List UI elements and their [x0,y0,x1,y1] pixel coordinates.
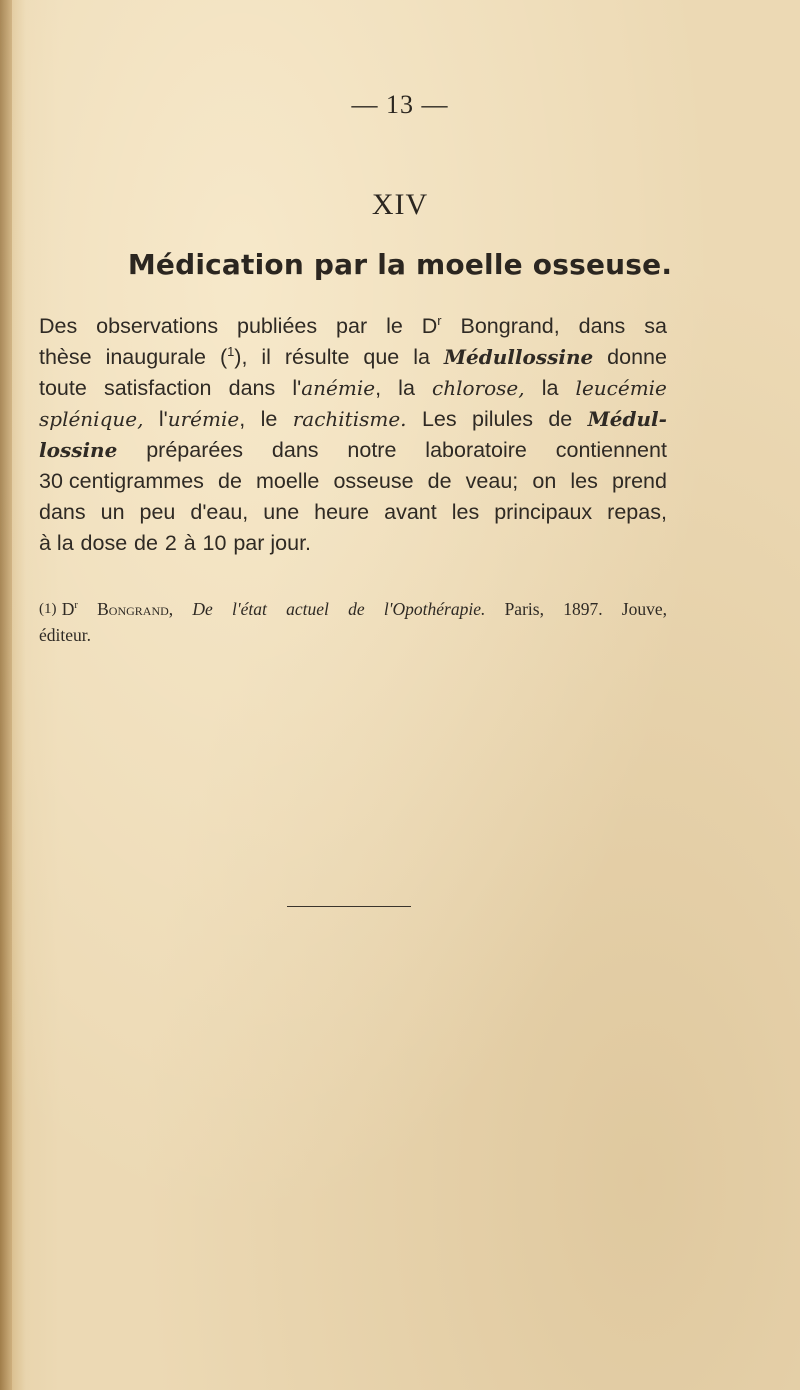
word-text: éditeur. [39,625,91,645]
chapter-title: Médication par la moelle osseuse. [127,248,673,281]
word [140,497,176,528]
word-text: D [421,314,438,338]
word-text: l'état [232,599,267,619]
word [165,528,177,559]
word-text: dans [228,376,276,400]
word-text: avant [384,500,437,524]
word [96,311,218,342]
italic-term: urémie [167,407,240,431]
word-text: publiées [237,314,318,338]
word-text: splénique, [39,407,144,431]
word [184,528,196,559]
word-text: le [386,314,403,338]
word [461,311,560,342]
word-text: inaugurale [105,345,206,369]
word [263,497,299,528]
word [384,497,437,528]
word [229,373,276,404]
word-text: les [570,469,598,493]
word-text: Bongrand, [97,599,174,619]
word-text: résulte [284,345,350,369]
word [159,404,245,435]
word [422,311,442,342]
word-text: dans [578,314,626,338]
word-text: dans [271,438,319,462]
word [292,373,381,404]
word [285,342,350,373]
word [466,466,519,497]
word [532,466,556,497]
page-number: — 13 — [351,90,449,119]
word [101,497,125,528]
word-text: notre [347,438,397,462]
word [413,342,430,373]
word-text: 2 [164,531,177,555]
word-text: que [363,345,400,369]
word [607,342,667,373]
word [422,404,457,435]
word [256,466,319,497]
text-line [39,435,667,466]
word-text: rachitisme. [292,407,407,431]
word [39,497,86,528]
word-text: 30 centigrammes [39,469,204,493]
word-text: Paris, [504,599,544,619]
word-text: la [413,345,430,369]
word [190,497,248,528]
word [146,435,243,466]
word-text: l' [292,376,302,400]
word-text: la [541,376,559,400]
word-text: contiennent [555,438,667,462]
superscript: 1 [227,343,235,359]
word-text: à la [39,531,74,555]
word [272,435,319,466]
word [612,466,667,497]
superscript: r [74,600,78,612]
word [570,466,597,497]
word [261,342,271,373]
word [347,435,396,466]
text-line [39,373,667,404]
text-line [39,311,667,342]
word-text: de [548,407,573,431]
word [444,342,593,373]
word-text: laboratoire [425,438,527,462]
word-text: par jour. [233,531,312,555]
word-text: dose [80,531,128,555]
word [607,497,667,528]
word [192,596,212,622]
word-text: on [532,469,557,493]
word [588,404,667,435]
word [218,466,242,497]
word [348,596,365,622]
word-text: de [218,469,242,493]
text-line [39,497,667,528]
italic-term: anémie [301,376,376,400]
word-text: observations [96,314,219,338]
word [505,596,544,622]
superscript: r [437,312,442,328]
word [104,373,212,404]
word [39,342,92,373]
word [644,311,667,342]
word [314,497,369,528]
word [333,466,413,497]
word-text: l' [158,407,168,431]
word [622,596,667,622]
footnote-marker: (1) [39,601,57,617]
word-text: par [336,314,368,338]
word [39,435,117,466]
word-text: satisfaction [103,376,212,400]
word-text: veau; [465,469,519,493]
word [261,404,278,435]
footnote-line [39,596,667,622]
word [563,596,602,622]
word [384,596,485,622]
word-text: les [451,500,480,524]
word-text: lossine [39,438,118,462]
text-line [39,342,667,373]
punctuation: , [375,376,382,400]
word-text: toute [39,376,87,400]
word-text: prend [611,469,667,493]
word-text: Les [421,407,457,431]
word-text: dans [39,500,86,524]
word-text: D [61,599,75,619]
word [428,466,452,497]
word [237,311,317,342]
word [39,404,143,435]
word-text: heure [314,500,370,524]
word [39,373,87,404]
word-text: principaux [494,500,593,524]
word [220,342,247,373]
word [97,596,173,622]
word-text: donne [607,345,667,369]
word [293,404,407,435]
word [39,622,91,648]
word-text: de [348,599,365,619]
text-line [39,528,667,559]
word [452,497,479,528]
word-text: chlorose, [432,376,525,400]
word-text: 10 [202,531,227,555]
word [576,373,667,404]
word [398,373,415,404]
word-text: préparées [146,438,244,462]
punctuation: , [239,407,246,431]
word [203,528,227,559]
footnote [39,596,667,648]
word-text: De [192,599,213,619]
word [425,435,527,466]
word-text: moelle [256,469,320,493]
word-text: le [260,407,278,431]
word [386,311,403,342]
word-text: Médullossine [443,345,594,369]
word-text: leucémie [575,376,667,400]
word-text: de [427,469,452,493]
word [134,528,158,559]
word-text: actuel [286,599,329,619]
word-text: peu [139,500,176,524]
word [336,311,367,342]
word [472,404,533,435]
word [363,342,399,373]
word-text: sa [644,314,667,338]
word [39,311,77,342]
word-text: osseuse [333,469,414,493]
word-text: repas, [607,500,667,524]
punctuation: ), [234,345,248,369]
word-text: Bongrand, [460,314,560,338]
word [233,528,311,559]
footnote-line [39,622,667,648]
word-text: un [100,500,125,524]
word [494,497,592,528]
word [39,528,74,559]
word-text: l'Opothérapie. [383,599,486,619]
text-line [39,404,667,435]
word-text: 1897. [563,599,603,619]
word-text: Médul- [587,407,667,431]
word [579,311,626,342]
word [542,373,559,404]
word [62,596,78,622]
word-text: une [263,500,300,524]
word [39,466,204,497]
end-rule [287,906,411,907]
word [286,596,329,622]
text-line [39,466,667,497]
word [106,342,206,373]
word-text: thèse [39,345,92,369]
word-text: de [134,531,158,555]
chapter-number: XIV [371,188,429,221]
word-text: ( [219,345,228,369]
word [81,528,128,559]
word [556,435,667,466]
word [548,404,572,435]
word-text: à [183,531,196,555]
word [232,596,267,622]
word [432,373,525,404]
body-paragraph [39,311,667,559]
word-text: il [261,345,271,369]
word-text: Des [39,314,78,338]
word-text: pilules [472,407,533,431]
word-text: Jouve, [621,599,667,619]
word-text: la [398,376,415,400]
word-text: d'eau, [190,500,249,524]
